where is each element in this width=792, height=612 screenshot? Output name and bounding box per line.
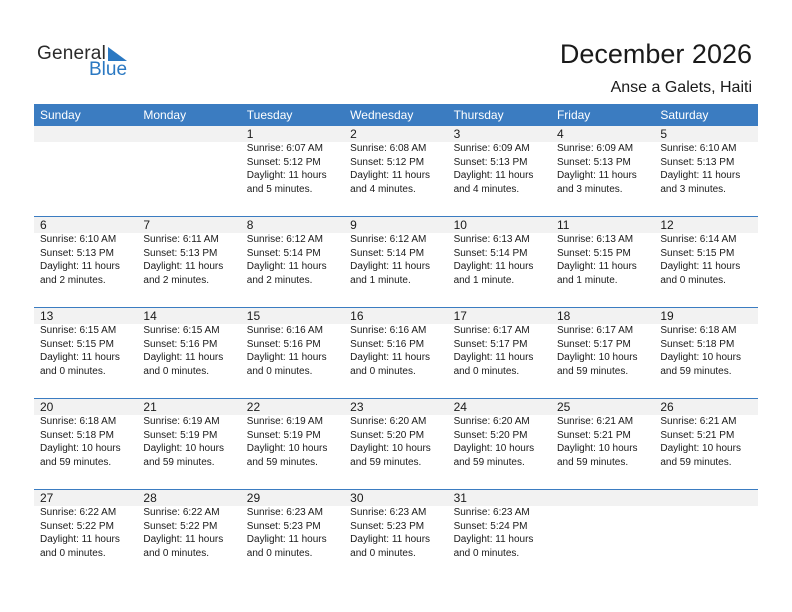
daylight-hours-text: Daylight: 11 hours: [143, 261, 224, 272]
logo-general-text: General: [37, 43, 106, 64]
day-number: 16: [350, 309, 364, 323]
sunrise-text: Sunrise: 6:10 AM: [660, 143, 737, 154]
page-title: December 2026: [559, 39, 752, 69]
daylight-minutes-text: and 2 minutes.: [40, 274, 106, 286]
daylight-hours-text: Daylight: 11 hours: [556, 261, 637, 272]
day-number: 12: [660, 218, 674, 232]
daylight-hours-text: Daylight: 10 hours: [246, 443, 328, 454]
sunset-text: Sunset: 5:23 PM: [350, 520, 425, 532]
calendar-week-row: [34, 307, 758, 398]
day-number: 25: [556, 400, 571, 414]
sunset-text: Sunset: 5:21 PM: [660, 429, 735, 441]
daylight-hours-text: Daylight: 11 hours: [453, 534, 534, 545]
weekday-friday: Friday: [556, 108, 591, 122]
daylight-minutes-text: and 0 minutes.: [453, 547, 520, 559]
day-cell: [34, 399, 137, 469]
sunset-text: Sunset: 5:15 PM: [40, 338, 114, 350]
day-cell: [344, 308, 447, 378]
day-cell: [137, 490, 240, 560]
day-cell: [241, 217, 344, 287]
sunrise-text: Sunrise: 6:17 AM: [453, 325, 530, 336]
day-number: 26: [660, 400, 674, 414]
daylight-hours-text: Daylight: 11 hours: [40, 352, 120, 363]
daylight-minutes-text: and 59 minutes.: [40, 456, 112, 468]
sunset-text: Sunset: 5:21 PM: [556, 429, 631, 441]
day-cell: [344, 490, 447, 560]
day-cell: [448, 217, 551, 287]
sunset-text: Sunset: 5:14 PM: [453, 247, 528, 259]
sunset-text: Sunset: 5:16 PM: [143, 338, 218, 350]
logo-blue-text: Blue: [89, 59, 128, 80]
daylight-minutes-text: and 59 minutes.: [660, 456, 732, 468]
weekday-tuesday: Tuesday: [246, 108, 293, 122]
sunset-text: Sunset: 5:12 PM: [246, 156, 321, 168]
daylight-hours-text: Daylight: 11 hours: [660, 261, 741, 272]
daylight-hours-text: Daylight: 11 hours: [143, 352, 224, 363]
day-number: 8: [246, 218, 254, 232]
sunset-text: Sunset: 5:16 PM: [350, 338, 425, 350]
day-number: 1: [246, 127, 254, 141]
daylight-hours-text: Daylight: 11 hours: [350, 352, 431, 363]
location-label: Anse a Galets, Haiti: [610, 79, 752, 96]
calendar-week-row: [34, 126, 758, 216]
sunrise-text: Sunrise: 6:07 AM: [246, 143, 323, 154]
day-cell: [654, 217, 757, 287]
sunrise-text: Sunrise: 6:23 AM: [246, 507, 323, 518]
sunrise-text: Sunrise: 6:21 AM: [660, 416, 737, 427]
sunrise-text: Sunrise: 6:23 AM: [453, 507, 530, 518]
day-cell: [448, 308, 551, 378]
daylight-hours-text: Daylight: 11 hours: [246, 352, 327, 363]
sunrise-text: Sunrise: 6:23 AM: [350, 507, 427, 518]
day-number: 24: [453, 400, 467, 414]
day-number: 7: [143, 218, 151, 232]
sunset-text: Sunset: 5:22 PM: [143, 520, 218, 532]
daylight-minutes-text: and 0 minutes.: [40, 365, 106, 377]
weekday-header: [34, 104, 758, 126]
day-number: 4: [556, 127, 564, 141]
day-number: 18: [556, 309, 571, 323]
sunset-text: Sunset: 5:15 PM: [556, 247, 631, 259]
daylight-hours-text: Daylight: 11 hours: [660, 170, 741, 181]
daylight-hours-text: Daylight: 10 hours: [453, 443, 535, 454]
day-cell: [34, 490, 137, 560]
sunrise-text: Sunrise: 6:14 AM: [660, 234, 737, 245]
day-cell: [34, 217, 137, 287]
daylight-minutes-text: and 59 minutes.: [350, 456, 422, 468]
sunset-text: Sunset: 5:20 PM: [350, 429, 425, 441]
weekday-saturday: Saturday: [660, 108, 709, 122]
day-cell: [241, 399, 344, 469]
day-cell: [654, 308, 757, 378]
sunrise-text: Sunrise: 6:21 AM: [556, 416, 634, 427]
day-number: 14: [143, 309, 157, 323]
calendar-grid: [34, 104, 758, 580]
day-number: 30: [350, 491, 364, 505]
daylight-minutes-text: and 4 minutes.: [350, 183, 416, 195]
sunrise-text: Sunrise: 6:16 AM: [246, 325, 323, 336]
sunrise-text: Sunrise: 6:12 AM: [350, 234, 427, 245]
sunrise-text: Sunrise: 6:09 AM: [556, 143, 634, 154]
day-number: 21: [143, 400, 157, 414]
sunset-text: Sunset: 5:18 PM: [40, 429, 114, 441]
calendar-week-row: [34, 398, 758, 489]
daylight-hours-text: Daylight: 11 hours: [246, 261, 327, 272]
daylight-hours-text: Daylight: 10 hours: [350, 443, 431, 454]
daylight-hours-text: Daylight: 11 hours: [246, 534, 327, 545]
day-cell: [241, 490, 344, 560]
daylight-minutes-text: and 0 minutes.: [660, 274, 726, 286]
daylight-minutes-text: and 0 minutes.: [143, 547, 209, 559]
sunrise-text: Sunrise: 6:19 AM: [246, 416, 323, 427]
daylight-minutes-text: and 0 minutes.: [453, 365, 520, 377]
weekday-thursday: Thursday: [453, 108, 504, 122]
day-cell: [241, 126, 344, 196]
day-cell: [654, 399, 757, 469]
sunset-text: Sunset: 5:13 PM: [453, 156, 528, 168]
sunrise-text: Sunrise: 6:22 AM: [143, 507, 220, 518]
day-number: 19: [660, 309, 674, 323]
day-number: 15: [246, 309, 261, 323]
day-cell: [137, 308, 240, 378]
sunset-text: Sunset: 5:19 PM: [143, 429, 218, 441]
day-number: 6: [40, 218, 47, 232]
daylight-minutes-text: and 59 minutes.: [143, 456, 215, 468]
daylight-minutes-text: and 5 minutes.: [246, 183, 313, 195]
sunrise-text: Sunrise: 6:17 AM: [556, 325, 634, 336]
weekday-wednesday: Wednesday: [350, 108, 414, 122]
daylight-hours-text: Daylight: 10 hours: [556, 352, 638, 363]
day-number: 2: [350, 127, 357, 141]
calendar-week-row: [34, 216, 758, 307]
daylight-minutes-text: and 1 minute.: [453, 274, 515, 286]
day-cell: [344, 217, 447, 287]
sunrise-text: Sunrise: 6:13 AM: [453, 234, 530, 245]
empty-day-cell: [654, 490, 757, 560]
sunrise-text: Sunrise: 6:18 AM: [40, 416, 117, 427]
daylight-minutes-text: and 59 minutes.: [660, 365, 732, 377]
sunrise-text: Sunrise: 6:15 AM: [143, 325, 220, 336]
empty-day-cell: [34, 126, 137, 196]
day-cell: [551, 399, 654, 469]
day-number: 17: [453, 309, 467, 323]
empty-day-cell: [551, 490, 654, 560]
sunset-text: Sunset: 5:17 PM: [556, 338, 631, 350]
sunrise-text: Sunrise: 6:12 AM: [246, 234, 323, 245]
sunset-text: Sunset: 5:20 PM: [453, 429, 528, 441]
sunrise-text: Sunrise: 6:13 AM: [556, 234, 634, 245]
sunset-text: Sunset: 5:15 PM: [660, 247, 735, 259]
calendar-weeks: [34, 126, 758, 580]
sunrise-text: Sunrise: 6:18 AM: [660, 325, 737, 336]
sunrise-text: Sunrise: 6:20 AM: [350, 416, 427, 427]
day-number: 31: [453, 491, 467, 505]
daylight-minutes-text: and 59 minutes.: [556, 456, 629, 468]
daylight-hours-text: Daylight: 11 hours: [453, 261, 534, 272]
daylight-hours-text: Daylight: 10 hours: [660, 443, 741, 454]
daylight-hours-text: Daylight: 10 hours: [660, 352, 741, 363]
day-number: 28: [143, 491, 157, 505]
daylight-hours-text: Daylight: 11 hours: [350, 261, 431, 272]
sunset-text: Sunset: 5:23 PM: [246, 520, 321, 532]
sunrise-text: Sunrise: 6:09 AM: [453, 143, 530, 154]
day-cell: [241, 308, 344, 378]
daylight-minutes-text: and 0 minutes.: [350, 365, 416, 377]
sunset-text: Sunset: 5:17 PM: [453, 338, 528, 350]
daylight-minutes-text: and 0 minutes.: [246, 365, 313, 377]
sunrise-text: Sunrise: 6:11 AM: [143, 234, 219, 245]
daylight-hours-text: Daylight: 11 hours: [40, 261, 120, 272]
daylight-hours-text: Daylight: 11 hours: [453, 352, 534, 363]
sunrise-text: Sunrise: 6:10 AM: [40, 234, 117, 245]
day-cell: [344, 126, 447, 196]
sunset-text: Sunset: 5:24 PM: [453, 520, 528, 532]
sunrise-text: Sunrise: 6:22 AM: [40, 507, 117, 518]
daylight-minutes-text: and 59 minutes.: [246, 456, 318, 468]
day-number: 27: [40, 491, 54, 505]
sunrise-text: Sunrise: 6:16 AM: [350, 325, 427, 336]
daylight-minutes-text: and 59 minutes.: [556, 365, 629, 377]
calendar-week-row: [34, 489, 758, 580]
day-cell: [137, 217, 240, 287]
day-number: 22: [246, 400, 261, 414]
day-cell: [448, 399, 551, 469]
day-number: 3: [453, 127, 461, 141]
daylight-minutes-text: and 0 minutes.: [143, 365, 209, 377]
daylight-hours-text: Daylight: 11 hours: [556, 170, 637, 181]
sunrise-text: Sunrise: 6:19 AM: [143, 416, 220, 427]
daylight-minutes-text: and 1 minute.: [556, 274, 618, 286]
daylight-minutes-text: and 1 minute.: [350, 274, 411, 286]
day-number: 10: [453, 218, 467, 232]
day-number: 23: [350, 400, 364, 414]
day-number: 13: [40, 309, 54, 323]
sunrise-text: Sunrise: 6:20 AM: [453, 416, 530, 427]
day-cell: [551, 217, 654, 287]
daylight-hours-text: Daylight: 11 hours: [246, 170, 327, 181]
sunset-text: Sunset: 5:16 PM: [246, 338, 321, 350]
sunset-text: Sunset: 5:19 PM: [246, 429, 321, 441]
weekday-monday: Monday: [143, 108, 187, 122]
sunset-text: Sunset: 5:22 PM: [40, 520, 114, 532]
sunset-text: Sunset: 5:18 PM: [660, 338, 735, 350]
empty-day-cell: [137, 126, 240, 196]
day-cell: [448, 126, 551, 196]
day-cell: [654, 126, 757, 196]
logo: [37, 44, 137, 80]
day-number: 9: [350, 218, 357, 232]
daylight-hours-text: Daylight: 10 hours: [40, 443, 121, 454]
sunset-text: Sunset: 5:14 PM: [350, 247, 425, 259]
sunset-text: Sunset: 5:13 PM: [143, 247, 218, 259]
day-number: 29: [246, 491, 261, 505]
day-cell: [448, 490, 551, 560]
day-cell: [137, 399, 240, 469]
sunset-text: Sunset: 5:13 PM: [40, 247, 114, 259]
day-cell: [551, 308, 654, 378]
day-number: 11: [556, 218, 570, 232]
daylight-minutes-text: and 0 minutes.: [350, 547, 416, 559]
daylight-hours-text: Daylight: 11 hours: [40, 534, 120, 545]
sunset-text: Sunset: 5:13 PM: [660, 156, 735, 168]
daylight-hours-text: Daylight: 11 hours: [350, 170, 431, 181]
daylight-hours-text: Daylight: 10 hours: [143, 443, 224, 454]
day-number: 5: [660, 127, 668, 141]
daylight-minutes-text: and 3 minutes.: [660, 183, 726, 195]
weekday-sunday: Sunday: [40, 108, 81, 122]
daylight-minutes-text: and 2 minutes.: [246, 274, 313, 286]
sunrise-text: Sunrise: 6:08 AM: [350, 143, 427, 154]
sunset-text: Sunset: 5:12 PM: [350, 156, 425, 168]
daylight-minutes-text: and 2 minutes.: [143, 274, 209, 286]
day-cell: [344, 399, 447, 469]
day-cell: [551, 126, 654, 196]
daylight-minutes-text: and 3 minutes.: [556, 183, 623, 195]
daylight-hours-text: Daylight: 11 hours: [453, 170, 534, 181]
daylight-minutes-text: and 59 minutes.: [453, 456, 525, 468]
sunrise-text: Sunrise: 6:15 AM: [40, 325, 117, 336]
daylight-hours-text: Daylight: 10 hours: [556, 443, 638, 454]
daylight-minutes-text: and 0 minutes.: [40, 547, 106, 559]
daylight-hours-text: Daylight: 11 hours: [143, 534, 224, 545]
day-number: 20: [40, 400, 54, 414]
daylight-hours-text: Daylight: 11 hours: [350, 534, 431, 545]
day-cell: [34, 308, 137, 378]
daylight-minutes-text: and 0 minutes.: [246, 547, 313, 559]
daylight-minutes-text: and 4 minutes.: [453, 183, 520, 195]
sunset-text: Sunset: 5:14 PM: [246, 247, 321, 259]
sunset-text: Sunset: 5:13 PM: [556, 156, 631, 168]
